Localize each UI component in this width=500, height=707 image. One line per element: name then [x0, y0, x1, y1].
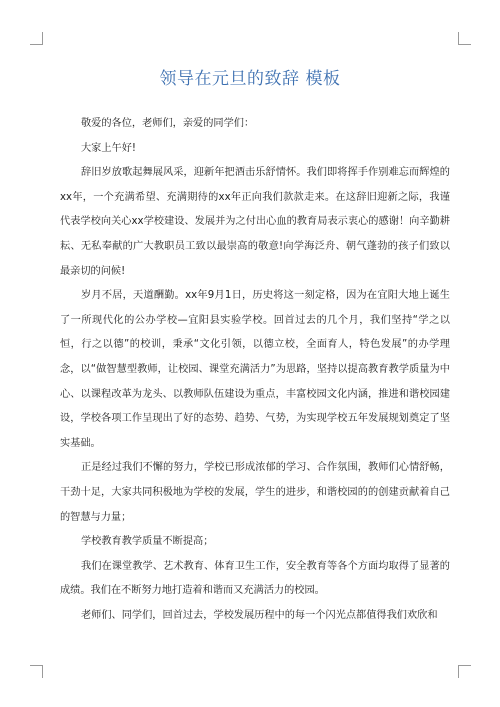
paragraph-greeting: 大家上午好! — [81, 142, 137, 154]
document-title: 领导在元旦的致辞 模板 — [159, 69, 341, 89]
paragraph-school-history: 岁月不居，天道酬勤。xx年9月1日，历史将这一刻定格，因为在宜阳大地上诞生了一所现代化的公办学校—宜阳县实验学校。回首过去的几个月，我们坚持“学之以恒，行之以德”的校训，秉承“文化引领，以德立校，全面育人，特色发展”的办学理念，以“做智慧型教师，让校园、课堂充满活力”为思路，坚持以提高教育教学质量为中心、以课程改革为龙头、以教师队伍建设为重点，丰富校园文化内涵，推进和谐校园建设，学校各项工作呈现出了好的态势、趋势、气势，为实现学校五年发展规划奠定了坚实基础。 — [60, 290, 450, 449]
paragraph-salutation: 敬爱的各位，老师们，亲爱的同学们： — [81, 118, 255, 129]
document-body — [60, 112, 450, 628]
crop-mark-bottom-right — [458, 665, 471, 678]
paragraph-quality: 学校教育教学质量不断提高； — [81, 536, 214, 548]
crop-mark-bottom-left — [30, 665, 43, 678]
paragraph-efforts: 正是经过我们不懈的努力，学校已形成浓郁的学习、合作氛围，教师们心情舒畅，干劲十足，大家共同积极地为学校的发展，学生的进步，和谐校园的的创建贡献着自己的智慧与力量； — [60, 462, 450, 523]
paragraph-achievements: 我们在课堂教学、艺术教育、体育卫生工作，安全教育等各个方面均取得了显著的成绩。我们在不断努力地打造着和谐而又充满活力的校园。 — [60, 560, 450, 597]
paragraph-closing: 老师们、同学们，回首过去，学校发展历程中的每一个闪光点都值得我们欢欣和 — [81, 609, 438, 621]
crop-mark-top-right — [458, 32, 471, 45]
paragraph-new-year: 辞旧岁放歌起舞展风采，迎新年把酒击乐舒情怀。我们即将挥手作别难忘而辉煌的xx年，一个充满希望、充满期待的xx年正向我们款款走来。在这辞旧迎新之际，我谨代表学校向关心xx学校建设、发展并为之付出心血的教育局表示衷心的感谢！向辛勤耕耘、无私奉献的广大教职员工致以最崇高的敬意!向学海泛舟、朝气蓬勃的孩子们致以最亲切的问候! — [60, 167, 450, 277]
crop-mark-top-left — [30, 32, 43, 45]
